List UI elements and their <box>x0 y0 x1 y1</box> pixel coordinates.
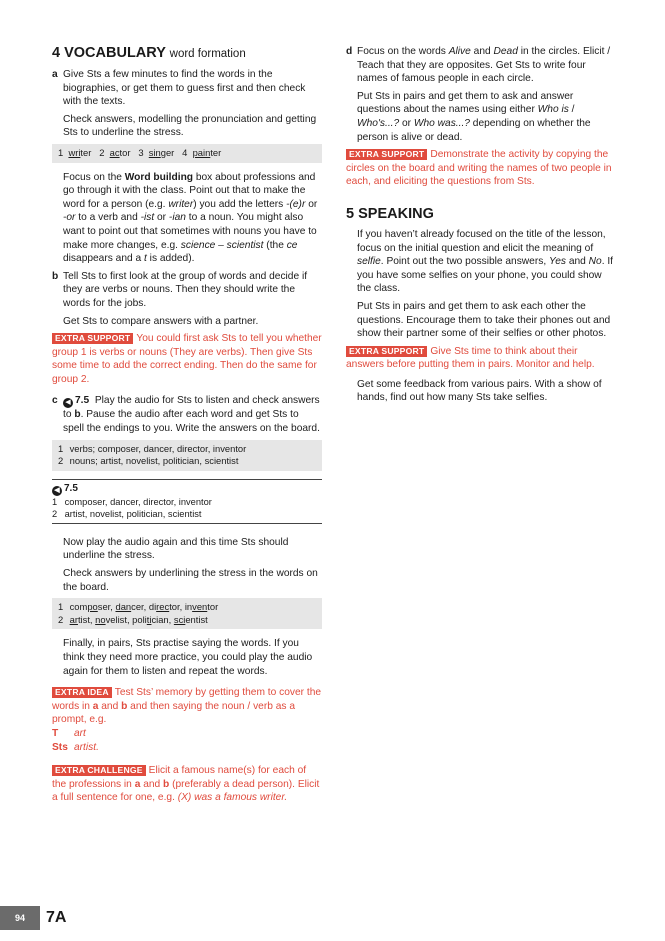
extra-support-tag: EXTRA SUPPORT <box>346 346 427 357</box>
paragraph: Give Sts a few minutes to find the words in the biographies, or get them to guess first and then check with the texts. <box>63 69 306 108</box>
exercise-c <box>52 394 322 435</box>
exercise-letter: c <box>52 395 58 407</box>
script-line: 2 artist, novelist, politician, scientist <box>52 508 202 519</box>
paragraph: If you haven’t already focused on the title of the lesson, focus on the initial question and elicit the meaning of selfie. Point out the two possible answers, Yes and No. If you have some selfies on your phone, you could show the class. <box>357 228 614 295</box>
paragraph: ◀ 7.5 Play the audio for Sts to listen and check answers to b. Pause the audio after each word and get Sts to spell the endings to you. Write the answers on the board. <box>63 395 320 435</box>
section-title: SPEAKING <box>358 205 434 222</box>
paragraph: Put Sts in pairs and get them to ask each other the questions. Encourage them to take their phones out and show their partner some of their selfies or other photos. <box>357 300 611 340</box>
extra-support-note: EXTRA SUPPORT Give Sts time to think about their answers before putting them in pairs. Monitor and help. <box>346 345 595 371</box>
answer-item: 4 painter <box>182 146 222 158</box>
left-column <box>52 44 322 811</box>
unit-label: 7A <box>46 909 67 926</box>
extra-support-tag: EXTRA SUPPORT <box>346 149 427 160</box>
answer-item: 2 artist, novelist, politician, scientist <box>58 613 208 625</box>
paragraph: Check answers by underlining the stress in the words on the board. <box>63 568 318 593</box>
extra-challenge-note: EXTRA CHALLENGE Elicit a famous name(s) for each of the professions in a and b (preferably a dead person). Elicit a full sentence for one, e.g. (X) was a famous writer. <box>52 765 320 804</box>
audio-icon: ◀ <box>63 398 73 408</box>
answer-box-c <box>52 440 322 471</box>
exercise-letter: a <box>52 69 58 80</box>
dialog-line: Sts artist. <box>52 741 99 753</box>
extra-idea-tag: EXTRA IDEA <box>52 687 112 698</box>
audio-script-heading: ◀ 7.5 <box>52 483 322 496</box>
word-building-paragraph: Focus on the Word building box about professions and go through it with the class. Point out that to make the word for a person (e.g. writer) you add the letters -(e)r or -or to a verb and -ist or -ian to a noun. You might also want to point out that sometimes with nouns you have to make more changes, e.g. science – scientist (the ce disappears and a t is added). <box>63 171 318 265</box>
section-number: 5 <box>346 205 355 222</box>
speaking-heading <box>346 205 616 223</box>
exercise-d <box>346 45 616 144</box>
answer-item: 1 writer <box>58 146 92 158</box>
answer-item: 2 nouns; artist, novelist, politician, scientist <box>58 455 239 467</box>
extra-support-tag: EXTRA SUPPORT <box>52 333 133 344</box>
audio-icon: ◀ <box>52 486 62 496</box>
extra-support-note: EXTRA SUPPORT Demonstrate the activity by copying the circles on the board and writing the names of two people in each, and eliciting the questions from Sts. <box>346 149 612 188</box>
extra-idea-note: EXTRA IDEA Test Sts’ memory by getting them to cover the words in a and b and then saying the noun / verb as a prompt, e.g. <box>52 687 322 726</box>
section-title: VOCABULARY <box>64 45 166 61</box>
paragraph: Check answers, modelling the pronunciation and getting Sts to underline the stress. <box>63 113 317 139</box>
dialog-line: T art <box>52 727 86 739</box>
right-column <box>346 45 616 409</box>
section-subtitle: word formation <box>169 48 246 60</box>
answer-item: 2 actor <box>99 146 131 158</box>
answer-item: 1 composer, dancer, director, inventor <box>58 601 219 613</box>
exercise-letter: b <box>52 270 59 282</box>
exercise-b <box>52 270 322 328</box>
stress-answer-box <box>52 598 322 629</box>
audio-script <box>52 479 322 524</box>
extra-challenge-tag: EXTRA CHALLENGE <box>52 765 146 776</box>
exercise-letter: d <box>346 46 353 57</box>
answer-box-a <box>52 144 322 163</box>
example-dialog <box>52 727 322 754</box>
vocabulary-heading <box>52 44 322 63</box>
paragraph: Tell Sts to first look at the group of words and decide if they are verbs or nouns. Then they should write the words for the jobs. <box>63 270 308 309</box>
answer-item: 3 singer <box>138 146 175 158</box>
exercise-a <box>52 68 322 140</box>
section-number: 4 <box>52 45 61 61</box>
script-line: 1 composer, dancer, director, inventor <box>52 496 212 507</box>
page-number: 94 <box>0 906 40 930</box>
page-footer <box>0 906 80 930</box>
paragraph: Get Sts to compare answers with a partner. <box>63 315 259 327</box>
paragraph: Put Sts in pairs and get them to ask and answer questions about the names using either Who is / Who's...? or Who was...? depending on whether the person is alive or dead. <box>357 90 591 143</box>
paragraph: Finally, in pairs, Sts practise saying the words. If you think they need more practice, you could play the audio again for them to listen and repeat the words. <box>63 638 313 677</box>
paragraph: Now play the audio again and this time Sts should underline the stress. <box>63 536 289 562</box>
answer-item: 1 verbs; composer, dancer, director, inventor <box>58 442 247 454</box>
extra-support-note: EXTRA SUPPORT You could first ask Sts to tell you whether group 1 is verbs or nouns (They are verbs). Then give Sts some time to add the correct ending. Then do the same for group 2. <box>52 333 322 385</box>
paragraph: Get some feedback from various pairs. With a show of hands, find out how many Sts take selfies. <box>357 378 602 404</box>
paragraph: Focus on the words Alive and Dead in the circles. Elicit / Teach that they are opposites. Get Sts to write four names of famous people in each circle. <box>357 46 611 85</box>
